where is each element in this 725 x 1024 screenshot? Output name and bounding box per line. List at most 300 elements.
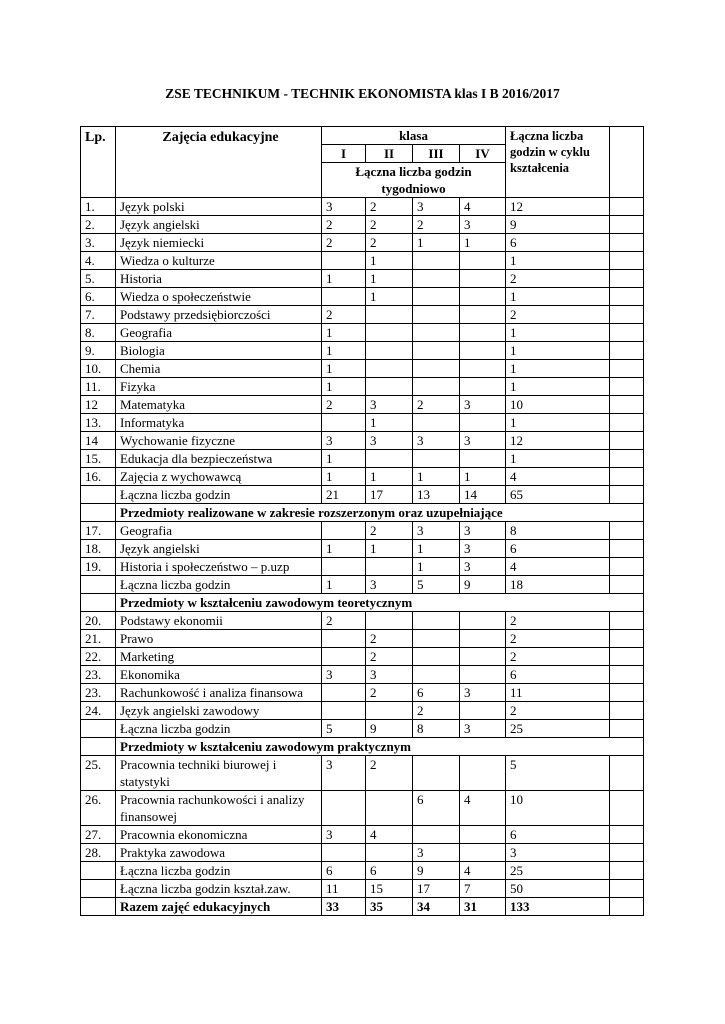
section-title: Przedmioty w kształceniu zawodowym praktycznym <box>116 738 644 756</box>
row-total: 8 <box>506 522 610 540</box>
table-row <box>81 234 644 252</box>
row-class-value: 1 <box>322 342 366 360</box>
table-row <box>81 252 644 270</box>
row-subject: Łączna liczba godzin <box>116 486 322 504</box>
row-total: 1 <box>506 414 610 432</box>
row-empty <box>610 862 644 880</box>
row-class-value: 1 <box>322 324 366 342</box>
row-lp: 20. <box>81 612 116 630</box>
row-class-value <box>322 844 366 862</box>
row-subject: Ekonomika <box>116 666 322 684</box>
row-class-value: 3 <box>460 432 506 450</box>
row-subject: Chemia <box>116 360 322 378</box>
row-total: 12 <box>506 432 610 450</box>
row-lp: 8. <box>81 324 116 342</box>
row-class-value <box>322 414 366 432</box>
header-empty <box>610 127 644 198</box>
header-weekly-hours: Łączna liczba godzin tygodniowo <box>322 163 506 198</box>
section-lp <box>81 738 116 756</box>
row-class-value <box>366 306 413 324</box>
row-total: 18 <box>506 576 610 594</box>
row-class-value: 2 <box>366 234 413 252</box>
row-class-value: 2 <box>366 522 413 540</box>
row-lp: 14 <box>81 432 116 450</box>
row-lp: 19. <box>81 558 116 576</box>
table-body <box>81 127 644 916</box>
row-class-value: 6 <box>366 862 413 880</box>
row-total: 2 <box>506 270 610 288</box>
row-class-value <box>322 252 366 270</box>
row-class-value: 1 <box>322 576 366 594</box>
row-total: 6 <box>506 234 610 252</box>
row-subject: Prawo <box>116 630 322 648</box>
row-empty <box>610 666 644 684</box>
row-subject: Język polski <box>116 198 322 216</box>
header-class-ii: II <box>366 145 413 163</box>
row-class-value <box>413 612 460 630</box>
row-total: 10 <box>506 791 610 826</box>
row-empty <box>610 414 644 432</box>
row-empty <box>610 288 644 306</box>
row-lp <box>81 486 116 504</box>
row-total: 25 <box>506 720 610 738</box>
row-class-value: 17 <box>366 486 413 504</box>
row-empty <box>610 450 644 468</box>
row-total: 1 <box>506 342 610 360</box>
row-class-value: 3 <box>322 666 366 684</box>
row-total: 6 <box>506 540 610 558</box>
page-title: ZSE TECHNIKUM - TECHNIK EKONOMISTA klas I B 2016/2017 <box>165 86 560 101</box>
row-class-value <box>413 648 460 666</box>
row-class-value <box>413 288 460 306</box>
row-class-value: 1 <box>366 270 413 288</box>
row-empty <box>610 720 644 738</box>
row-class-value <box>413 360 460 378</box>
row-class-value <box>322 522 366 540</box>
table-row <box>81 522 644 540</box>
row-total: 50 <box>506 880 610 898</box>
row-total: 9 <box>506 216 610 234</box>
row-class-value: 33 <box>322 898 366 916</box>
row-subject: Rachunkowość i analiza finansowa <box>116 684 322 702</box>
table-row <box>81 844 644 862</box>
table-row <box>81 540 644 558</box>
row-total: 1 <box>506 324 610 342</box>
row-total: 2 <box>506 648 610 666</box>
row-class-value: 2 <box>322 306 366 324</box>
row-empty <box>610 880 644 898</box>
row-lp <box>81 862 116 880</box>
row-class-value <box>366 702 413 720</box>
row-subject: Historia i społeczeństwo – p.uzp <box>116 558 322 576</box>
row-lp: 24. <box>81 702 116 720</box>
row-lp: 17. <box>81 522 116 540</box>
table-row <box>81 306 644 324</box>
row-class-value: 2 <box>413 216 460 234</box>
row-subject: Łączna liczba godzin kształ.zaw. <box>116 880 322 898</box>
row-total: 12 <box>506 198 610 216</box>
row-lp: 13. <box>81 414 116 432</box>
row-subject: Edukacja dla bezpieczeństwa <box>116 450 322 468</box>
row-class-value: 1 <box>322 540 366 558</box>
row-class-value: 2 <box>322 612 366 630</box>
row-class-value <box>460 702 506 720</box>
table-row <box>81 756 644 791</box>
section-lp <box>81 594 116 612</box>
row-subject: Praktyka zawodowa <box>116 844 322 862</box>
section-title: Przedmioty w kształceniu zawodowym teoretycznym <box>116 594 644 612</box>
row-total: 11 <box>506 684 610 702</box>
table-row <box>81 648 644 666</box>
row-class-value: 3 <box>460 558 506 576</box>
row-class-value: 13 <box>413 486 460 504</box>
row-class-value <box>366 360 413 378</box>
row-class-value <box>460 450 506 468</box>
row-class-value <box>413 342 460 360</box>
row-class-value <box>413 826 460 844</box>
row-empty <box>610 648 644 666</box>
section-row <box>81 738 644 756</box>
row-empty <box>610 684 644 702</box>
row-empty <box>610 360 644 378</box>
row-total: 1 <box>506 252 610 270</box>
row-lp <box>81 720 116 738</box>
row-empty <box>610 791 644 826</box>
row-lp: 26. <box>81 791 116 826</box>
row-class-value <box>413 666 460 684</box>
row-class-value: 1 <box>322 360 366 378</box>
row-class-value: 21 <box>322 486 366 504</box>
row-class-value: 3 <box>322 432 366 450</box>
row-lp: 10. <box>81 360 116 378</box>
row-class-value: 1 <box>366 414 413 432</box>
table-row <box>81 288 644 306</box>
row-class-value: 5 <box>413 576 460 594</box>
row-class-value: 3 <box>322 198 366 216</box>
table-row <box>81 486 644 504</box>
row-class-value: 1 <box>322 270 366 288</box>
row-class-value: 1 <box>366 288 413 306</box>
table-row <box>81 612 644 630</box>
row-empty <box>610 342 644 360</box>
row-class-value: 3 <box>322 756 366 791</box>
row-class-value: 3 <box>413 432 460 450</box>
row-total: 65 <box>506 486 610 504</box>
row-lp <box>81 880 116 898</box>
row-lp: 28. <box>81 844 116 862</box>
row-class-value <box>460 288 506 306</box>
row-total: 133 <box>506 898 610 916</box>
row-lp: 18. <box>81 540 116 558</box>
row-class-value: 9 <box>366 720 413 738</box>
row-subject: Język niemiecki <box>116 234 322 252</box>
row-empty <box>610 306 644 324</box>
row-class-value: 2 <box>413 702 460 720</box>
row-class-value <box>413 414 460 432</box>
row-class-value <box>322 684 366 702</box>
header-lp: Lp. <box>81 127 116 198</box>
row-class-value <box>460 414 506 432</box>
row-class-value <box>322 702 366 720</box>
header-class-i: I <box>322 145 366 163</box>
table-row <box>81 198 644 216</box>
row-empty <box>610 826 644 844</box>
row-class-value: 1 <box>460 234 506 252</box>
row-class-value <box>413 756 460 791</box>
table-row <box>81 468 644 486</box>
header-total-cycle: Łączna liczba godzin w cyklu kształcenia <box>506 127 610 198</box>
row-class-value: 31 <box>460 898 506 916</box>
row-total: 1 <box>506 360 610 378</box>
section-lp <box>81 504 116 522</box>
row-subject: Język angielski <box>116 216 322 234</box>
row-subject: Matematyka <box>116 396 322 414</box>
row-lp: 22. <box>81 648 116 666</box>
row-subject: Razem zajęć edukacyjnych <box>116 898 322 916</box>
row-total: 25 <box>506 862 610 880</box>
row-empty <box>610 540 644 558</box>
row-lp: 25. <box>81 756 116 791</box>
header-row <box>81 127 644 145</box>
row-class-value <box>366 791 413 826</box>
row-subject: Marketing <box>116 648 322 666</box>
row-class-value <box>322 288 366 306</box>
row-class-value: 2 <box>366 756 413 791</box>
row-class-value <box>460 270 506 288</box>
row-empty <box>610 324 644 342</box>
row-empty <box>610 270 644 288</box>
row-lp: 23. <box>81 666 116 684</box>
row-class-value: 6 <box>413 684 460 702</box>
row-lp: 6. <box>81 288 116 306</box>
table-row <box>81 360 644 378</box>
row-class-value <box>413 324 460 342</box>
row-total: 5 <box>506 756 610 791</box>
table-row <box>81 432 644 450</box>
row-lp: 27. <box>81 826 116 844</box>
row-total: 1 <box>506 450 610 468</box>
row-class-value <box>460 324 506 342</box>
row-lp: 16. <box>81 468 116 486</box>
row-empty <box>610 432 644 450</box>
row-class-value: 1 <box>413 234 460 252</box>
row-class-value: 2 <box>322 234 366 252</box>
row-class-value <box>460 612 506 630</box>
row-subject: Geografia <box>116 522 322 540</box>
section-title: Przedmioty realizowane w zakresie rozszerzonym oraz uzupełniające <box>116 504 644 522</box>
row-class-value: 6 <box>413 791 460 826</box>
row-class-value <box>322 648 366 666</box>
row-class-value: 3 <box>460 216 506 234</box>
row-lp: 3. <box>81 234 116 252</box>
row-class-value: 3 <box>460 684 506 702</box>
header-class-iii: III <box>413 145 460 163</box>
row-subject: Wychowanie fizyczne <box>116 432 322 450</box>
row-class-value <box>460 756 506 791</box>
row-class-value: 35 <box>366 898 413 916</box>
row-class-value: 3 <box>413 844 460 862</box>
table-row <box>81 450 644 468</box>
row-class-value: 1 <box>366 468 413 486</box>
row-subject: Zajęcia z wychowawcą <box>116 468 322 486</box>
header-class-iv: IV <box>460 145 506 163</box>
row-class-value: 1 <box>413 540 460 558</box>
row-class-value: 1 <box>322 468 366 486</box>
row-empty <box>610 468 644 486</box>
row-class-value <box>366 342 413 360</box>
table-row <box>81 270 644 288</box>
row-class-value: 14 <box>460 486 506 504</box>
row-empty <box>610 630 644 648</box>
row-class-value: 34 <box>413 898 460 916</box>
table-row <box>81 414 644 432</box>
row-class-value <box>460 378 506 396</box>
row-class-value: 3 <box>366 432 413 450</box>
row-class-value: 3 <box>322 826 366 844</box>
table-row <box>81 720 644 738</box>
table-row <box>81 791 644 826</box>
row-class-value <box>413 306 460 324</box>
row-empty <box>610 844 644 862</box>
row-class-value: 2 <box>366 630 413 648</box>
row-class-value: 2 <box>322 396 366 414</box>
row-lp: 4. <box>81 252 116 270</box>
row-subject: Podstawy ekonomii <box>116 612 322 630</box>
header-subjects: Zajęcia edukacyjne <box>116 127 322 198</box>
row-class-value: 2 <box>366 684 413 702</box>
row-class-value <box>366 324 413 342</box>
row-empty <box>610 898 644 916</box>
row-class-value: 1 <box>413 468 460 486</box>
row-lp: 11. <box>81 378 116 396</box>
row-empty <box>610 396 644 414</box>
row-class-value: 1 <box>322 450 366 468</box>
row-class-value <box>413 630 460 648</box>
table-row <box>81 862 644 880</box>
row-subject: Pracownia techniki biurowej i statystyki <box>116 756 322 791</box>
row-class-value <box>322 558 366 576</box>
row-empty <box>610 576 644 594</box>
row-class-value <box>460 252 506 270</box>
row-empty <box>610 216 644 234</box>
row-class-value <box>322 791 366 826</box>
row-class-value: 2 <box>366 216 413 234</box>
row-class-value: 15 <box>366 880 413 898</box>
row-total: 1 <box>506 378 610 396</box>
row-subject: Pracownia rachunkowości i analizy finansowej <box>116 791 322 826</box>
row-lp: 9. <box>81 342 116 360</box>
row-empty <box>610 486 644 504</box>
row-subject: Historia <box>116 270 322 288</box>
table-row <box>81 880 644 898</box>
row-empty <box>610 702 644 720</box>
table-row <box>81 630 644 648</box>
row-class-value <box>460 306 506 324</box>
row-class-value: 6 <box>322 862 366 880</box>
row-class-value <box>366 450 413 468</box>
row-lp: 1. <box>81 198 116 216</box>
section-row <box>81 594 644 612</box>
row-empty <box>610 234 644 252</box>
row-subject: Łączna liczba godzin <box>116 720 322 738</box>
row-class-value <box>322 630 366 648</box>
row-total: 4 <box>506 558 610 576</box>
row-total: 6 <box>506 666 610 684</box>
row-total: 4 <box>506 468 610 486</box>
table-row <box>81 666 644 684</box>
row-class-value: 7 <box>460 880 506 898</box>
row-class-value: 9 <box>460 576 506 594</box>
row-class-value: 3 <box>366 576 413 594</box>
row-empty <box>610 612 644 630</box>
row-class-value: 3 <box>460 522 506 540</box>
row-class-value: 1 <box>366 540 413 558</box>
row-class-value: 1 <box>366 252 413 270</box>
row-subject: Wiedza o kulturze <box>116 252 322 270</box>
row-class-value <box>413 378 460 396</box>
row-lp: 5. <box>81 270 116 288</box>
row-total: 2 <box>506 630 610 648</box>
table-row <box>81 898 644 916</box>
row-class-value: 3 <box>366 396 413 414</box>
row-lp <box>81 576 116 594</box>
table-row <box>81 558 644 576</box>
row-total: 3 <box>506 844 610 862</box>
row-class-value: 3 <box>366 666 413 684</box>
row-subject: Pracownia ekonomiczna <box>116 826 322 844</box>
row-class-value: 4 <box>366 826 413 844</box>
row-subject: Biologia <box>116 342 322 360</box>
row-class-value: 3 <box>460 720 506 738</box>
row-class-value: 4 <box>460 862 506 880</box>
row-class-value <box>460 826 506 844</box>
table-row <box>81 396 644 414</box>
row-class-value: 2 <box>366 198 413 216</box>
row-class-value: 3 <box>413 198 460 216</box>
table-row <box>81 576 644 594</box>
row-subject: Wiedza o społeczeństwie <box>116 288 322 306</box>
curriculum-table <box>80 126 644 916</box>
row-class-value: 2 <box>366 648 413 666</box>
row-empty <box>610 756 644 791</box>
row-subject: Informatyka <box>116 414 322 432</box>
row-class-value <box>366 612 413 630</box>
row-class-value: 2 <box>322 216 366 234</box>
row-class-value: 3 <box>460 540 506 558</box>
section-row <box>81 504 644 522</box>
row-class-value: 4 <box>460 198 506 216</box>
row-subject: Geografia <box>116 324 322 342</box>
row-subject: Łączna liczba godzin <box>116 862 322 880</box>
table-row <box>81 216 644 234</box>
table-row <box>81 702 644 720</box>
table-row <box>81 826 644 844</box>
row-empty <box>610 198 644 216</box>
row-subject: Podstawy przedsiębiorczości <box>116 306 322 324</box>
row-lp: 15. <box>81 450 116 468</box>
row-class-value <box>460 666 506 684</box>
row-empty <box>610 378 644 396</box>
row-class-value <box>460 648 506 666</box>
row-total: 10 <box>506 396 610 414</box>
row-class-value <box>460 844 506 862</box>
row-class-value <box>460 360 506 378</box>
row-class-value: 1 <box>460 468 506 486</box>
row-total: 6 <box>506 826 610 844</box>
row-total: 2 <box>506 612 610 630</box>
table-row <box>81 378 644 396</box>
row-class-value: 1 <box>322 378 366 396</box>
